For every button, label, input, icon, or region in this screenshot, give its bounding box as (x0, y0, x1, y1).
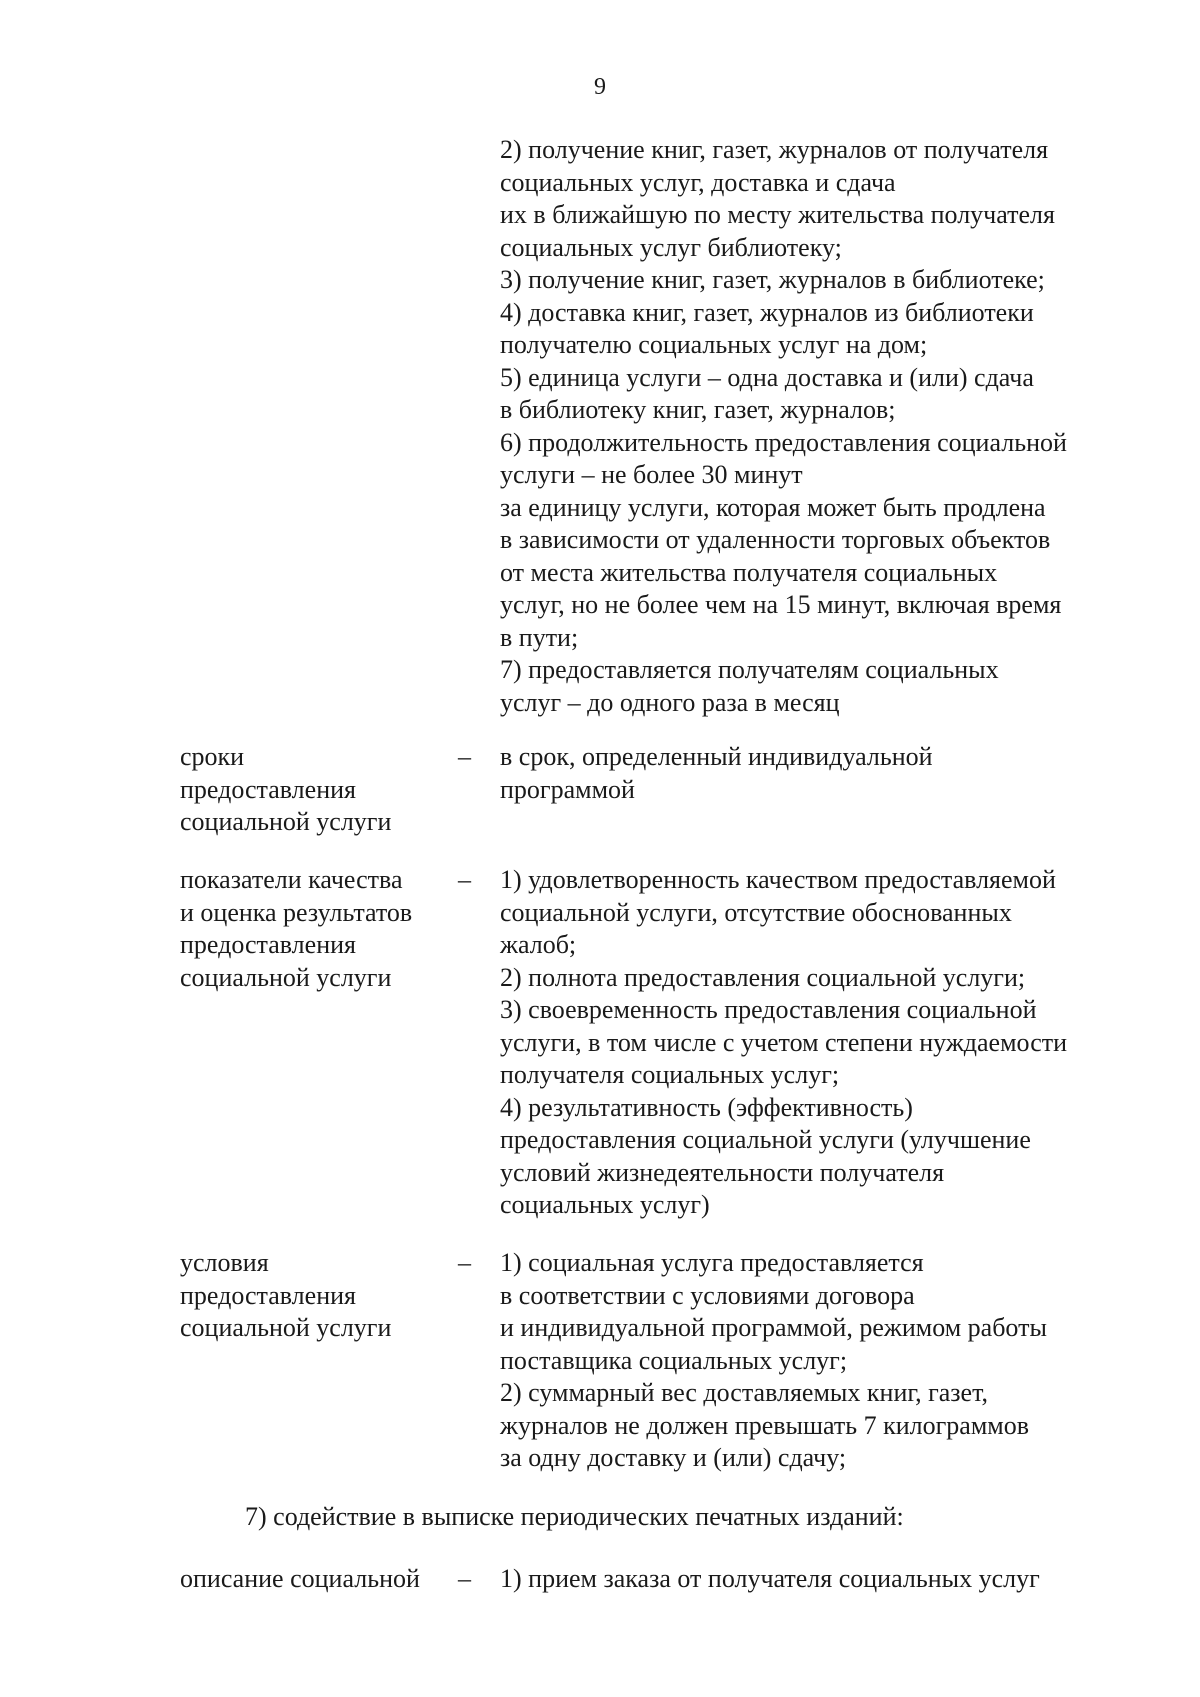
row-value (500, 741, 1150, 806)
value-line: в срок, определенный индивидуальной (500, 742, 933, 771)
value-line: 1) социальная услуга предоставляется (500, 1248, 924, 1277)
value-line: за одну доставку и (или) сдачу; (500, 1443, 847, 1472)
text-line: 7) предоставляется получателям социальных (500, 655, 999, 684)
value-line: социальных услуг) (500, 1190, 710, 1219)
value-line: 4) результативность (эффективность) (500, 1092, 913, 1122)
value-line: 3) своевременность предоставления социальной (500, 995, 1037, 1024)
text-line: услуг – до одного раза в месяц (500, 687, 840, 717)
text-line: от места жительства получателя социальных (500, 557, 998, 587)
label-line: и оценка результатов (180, 897, 413, 927)
label-line: социальной услуги (180, 962, 392, 992)
service-description-continuation (500, 134, 1150, 719)
text-line: 3) получение книг, газет, журналов в библиотеке; (500, 265, 1045, 294)
value-line: в соответствии с условиями договора (500, 1280, 915, 1310)
value-line: предоставления социальной услуги (улучшение (500, 1125, 1031, 1154)
value-line: 2) полнота предоставления социальной услуги; (500, 962, 1026, 992)
value-line: программой (500, 774, 635, 804)
page-number: 9 (594, 74, 606, 100)
text-line: в пути; (500, 622, 579, 652)
value-line: условий жизнедеятельности получателя (500, 1157, 945, 1187)
label-line: предоставления (180, 1280, 356, 1310)
label-line: условия (180, 1248, 269, 1277)
text-line: социальных услуг библиотеку; (500, 232, 842, 262)
value-line: услуги, в том числе с учетом степени нуждаемости (500, 1027, 1068, 1057)
text-line: их в ближайшую по месту жительства получателя (500, 200, 1055, 229)
text-line: 5) единица услуги – одна доставка и (или) сдача (500, 362, 1034, 392)
label-line: показатели качества (180, 865, 403, 894)
row-value (500, 1563, 1150, 1596)
dash-separator: – (458, 1248, 471, 1277)
label-line: предоставления (180, 774, 356, 804)
text-line: получателю социальных услуг на дом; (500, 330, 928, 359)
row-label (180, 864, 440, 994)
dash-separator: – (458, 1564, 471, 1593)
dash-separator: – (458, 742, 471, 771)
label-line: сроки (180, 742, 245, 771)
label-line: социальной услуги (180, 1313, 392, 1342)
row-value (500, 1247, 1150, 1475)
text-line: 6) продолжительность предоставления социальной (500, 427, 1067, 457)
value-line: 1) удовлетворенность качеством предоставляемой (500, 865, 1056, 894)
value-line: 2) суммарный вес доставляемых книг, газет, (500, 1378, 989, 1407)
row-label (180, 1563, 440, 1596)
value-line: журналов не должен превышать 7 килограммов (500, 1410, 1030, 1440)
text-line: в библиотеку книг, газет, журналов; (500, 395, 896, 424)
value-line: жалоб; (500, 930, 577, 959)
label-line: описание социальной (180, 1564, 420, 1593)
row-label (180, 1247, 440, 1345)
value-line: социальной услуги, отсутствие обоснованных (500, 897, 1012, 927)
text-line: социальных услуг, доставка и сдача (500, 167, 896, 197)
text-line: услуг, но не более чем на 15 минут, включая время (500, 590, 1062, 619)
dash-separator: – (458, 865, 471, 894)
text-line: 4) доставка книг, газет, журналов из библиотеки (500, 297, 1034, 327)
value-line: поставщика социальных услуг; (500, 1345, 848, 1375)
label-line: предоставления (180, 930, 356, 959)
value-line: получателя социальных услуг; (500, 1060, 840, 1089)
text-line: в зависимости от удаленности торговых объектов (500, 525, 1051, 554)
label-line: социальной услуги (180, 807, 392, 836)
row-label (180, 741, 440, 839)
row-value (500, 864, 1150, 1222)
value-line: 1) прием заказа от получателя социальных услуг (500, 1564, 1040, 1593)
text-line: услуги – не более 30 минут (500, 460, 803, 489)
text-line: за единицу услуги, которая может быть продлена (500, 492, 1046, 522)
text-line: 2) получение книг, газет, журналов от получателя (500, 135, 1049, 164)
section-heading: 7) содействие в выписке периодических печатных изданий: (245, 1502, 904, 1531)
value-line: и индивидуальной программой, режимом работы (500, 1313, 1047, 1342)
